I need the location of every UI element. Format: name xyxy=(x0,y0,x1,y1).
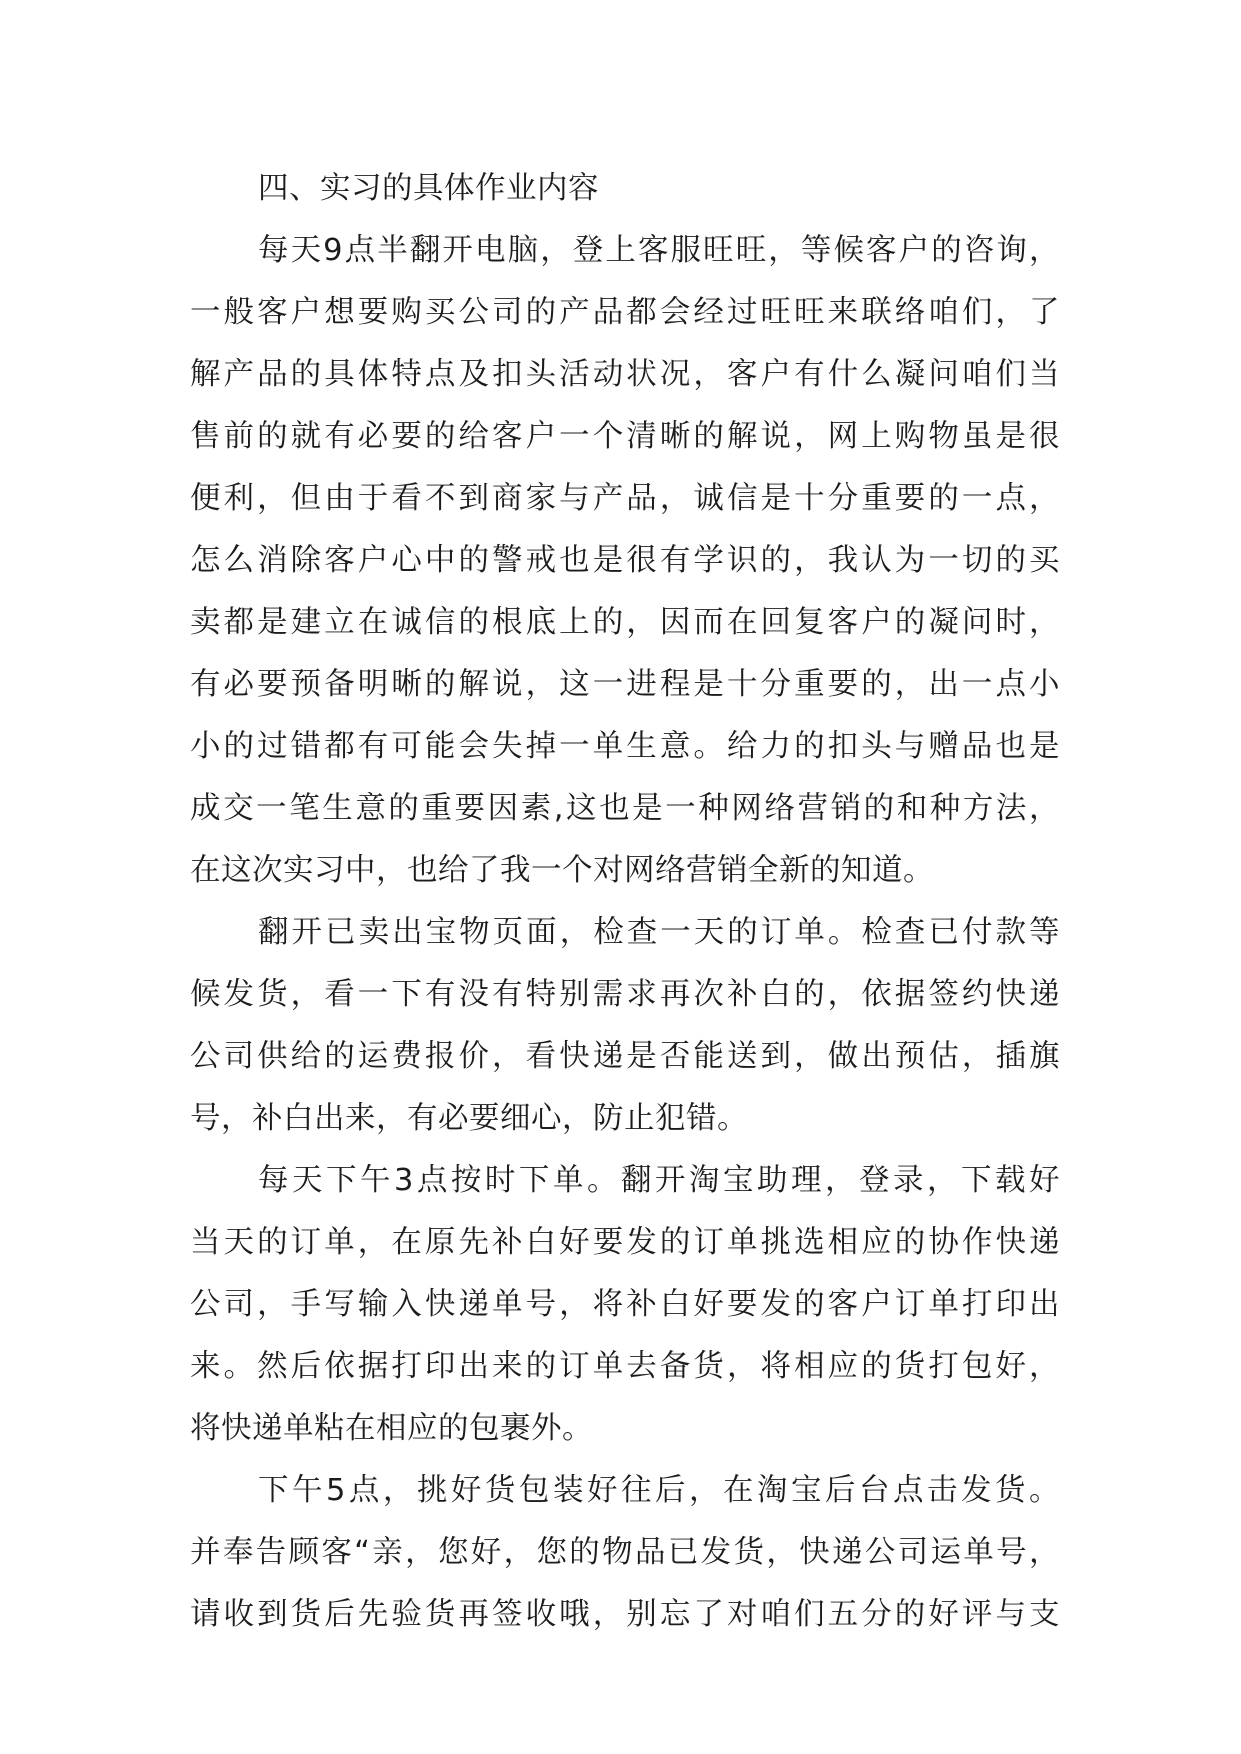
document-body xyxy=(190,158,1060,1646)
paragraph-3-line-5: 将快递单粘在相应的包裹外。 xyxy=(190,1411,593,1446)
paragraph-3-line-1: 每天下午3点按时下单。翻开淘宝助理，登录，下载好 xyxy=(258,1163,1060,1198)
paragraph-2-line-3: 公司供给的运费报价，看快递是否能送到，做出预估，插旗 xyxy=(190,1039,1060,1074)
paragraph-1-line-3: 解产品的具体特点及扣头活动状况，客户有什么凝问咱们当 xyxy=(190,357,1060,392)
paragraph-1-line-4: 售前的就有必要的给客户一个清晰的解说，网上购物虽是很 xyxy=(190,419,1060,454)
paragraph-4-line-3: 请收到货后先验货再签收哦，别忘了对咱们五分的好评与支 xyxy=(190,1597,1060,1632)
section-heading: 四、实习的具体作业内容 xyxy=(258,171,599,206)
paragraph-4-line-1: 下午5点，挑好货包装好往后，在淘宝后台点击发货。 xyxy=(258,1473,1060,1508)
paragraph-4-line-2: 并奉告顾客“亲，您好，您的物品已发货，快递公司运单号， xyxy=(190,1535,1060,1570)
paragraph-1-line-8: 有必要预备明晰的解说，这一进程是十分重要的，出一点小 xyxy=(190,667,1060,702)
paragraph-1-line-5: 便利，但由于看不到商家与产品，诚信是十分重要的一点， xyxy=(190,481,1060,516)
paragraph-3-line-3: 公司，手写输入快递单号，将补白好要发的客户订单打印出 xyxy=(190,1287,1060,1322)
paragraph-2-line-2: 候发货，看一下有没有特别需求再次补白的，依据签约快递 xyxy=(190,977,1060,1012)
paragraph-2-line-1: 翻开已卖出宝物页面，检查一天的订单。检查已付款等 xyxy=(258,915,1060,950)
paragraph-1-line-6: 怎么消除客户心中的警戒也是很有学识的，我认为一切的买 xyxy=(190,543,1060,578)
paragraph-3-line-2: 当天的订单，在原先补白好要发的订单挑选相应的协作快递 xyxy=(190,1225,1060,1260)
paragraph-3-line-4: 来。然后依据打印出来的订单去备货，将相应的货打包好， xyxy=(190,1349,1060,1384)
paragraph-1-line-7: 卖都是建立在诚信的根底上的，因而在回复客户的凝问时， xyxy=(190,605,1060,640)
paragraph-1-line-2: 一般客户想要购买公司的产品都会经过旺旺来联络咱们，了 xyxy=(190,295,1060,330)
paragraph-1-line-1: 每天9点半翻开电脑，登上客服旺旺，等候客户的咨询， xyxy=(258,233,1060,268)
paragraph-1-line-9: 小的过错都有可能会失掉一单生意。给力的扣头与赠品也是 xyxy=(190,729,1060,764)
paragraph-1-line-11: 在这次实习中，也给了我一个对网络营销全新的知道。 xyxy=(190,853,934,888)
paragraph-1-line-10: 成交一笔生意的重要因素,这也是一种网络营销的和种方法， xyxy=(190,791,1060,826)
paragraph-2-line-4: 号，补白出来，有必要细心，防止犯错。 xyxy=(190,1101,748,1136)
